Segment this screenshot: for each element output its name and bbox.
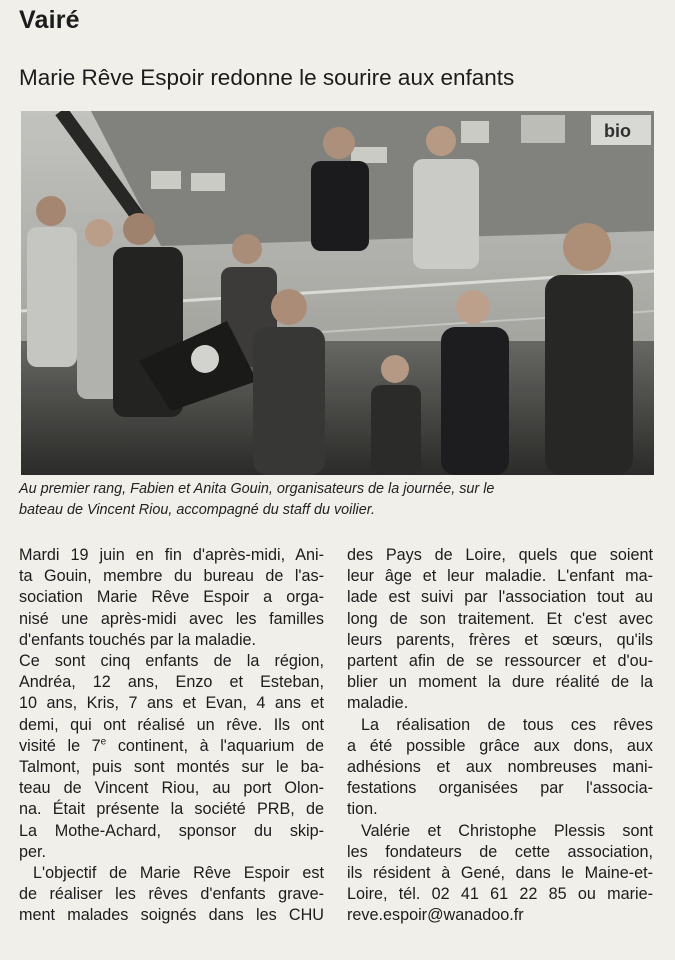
body-line: les fondateurs de cette association,	[347, 842, 653, 861]
body-line: long de son traitement. Et c'est avec	[347, 609, 653, 628]
body-line: La réalisation de tous ces rêves	[361, 715, 653, 734]
body-line: tion.	[347, 800, 378, 819]
body-line: La Mothe-Achard, sponsor du skip-	[19, 821, 324, 840]
body-line: demi, qui ont réalisé un rêve. Ils ont	[19, 715, 324, 734]
body-line: maladie.	[347, 694, 409, 713]
body-line: 10 ans, Kris, 7 ans et Evan, 4 ans et	[19, 694, 324, 713]
article-headline: Marie Rêve Espoir redonne le sourire aux enfants	[19, 65, 515, 90]
body-line: L'objectif de Marie Rêve Espoir est	[33, 864, 324, 883]
section-title: Vairé	[19, 6, 80, 34]
superscript: e	[100, 736, 107, 748]
body-line: na. Était présente la société PRB, de	[19, 800, 324, 819]
body-line: d'enfants touchés par la maladie.	[19, 630, 257, 649]
body-line: lade est suivi par l'association tout au	[347, 588, 653, 607]
body-line-with-superscript	[19, 736, 324, 757]
body-line: Loire, tél. 02 41 61 22 85 ou marie-	[347, 885, 653, 904]
body-line: Mardi 19 juin en fin d'après-midi, Ani-	[19, 546, 324, 564]
body-line: Valérie et Christophe Plessis sont	[361, 821, 653, 840]
body-line: reve.espoir@wanadoo.fr	[347, 906, 524, 925]
body-line: ils résident à Gené, dans le Maine-et-	[347, 864, 653, 883]
body-line: leur âge et leur maladie. L'enfant ma-	[347, 567, 653, 586]
body-line: de réaliser les rêves d'enfants grave-	[19, 885, 324, 904]
body-line: festations organisées par l'associa-	[347, 779, 653, 798]
body-line: per.	[19, 842, 46, 861]
body-line: a été possible grâce aux dons, aux	[347, 736, 653, 755]
body-column-left	[19, 545, 324, 927]
body-line: ment malades soignés dans les CHU	[19, 906, 324, 925]
caption-line-2: bateau de Vincent Riou, accompagné du staff du voilier.	[19, 502, 375, 518]
article-photo	[21, 111, 654, 475]
sponsor-logo-text: bio	[604, 121, 631, 141]
body-line: adhésions et aux nombreuses mani-	[347, 758, 653, 777]
boat-crew-photo	[21, 111, 654, 475]
body-line: blier un moment la dure réalité de la	[347, 673, 653, 692]
body-text: visité le 7	[19, 736, 101, 755]
body-line: nisé une après-midi avec les familles	[19, 609, 324, 628]
caption-line-1: Au premier rang, Fabien et Anita Gouin, organisateurs de la journée, sur le	[19, 481, 495, 497]
body-line: Talmont, puis sont montés sur le ba-	[19, 758, 324, 777]
body-line: ta Gouin, membre du bureau de l'as-	[19, 567, 324, 586]
body-text: continent, à l'aquarium de	[106, 736, 324, 755]
body-line: des Pays de Loire, quels que soient	[347, 546, 653, 564]
body-line: Ce sont cinq enfants de la région,	[19, 652, 324, 671]
body-line: Andréa, 12 ans, Enzo et Esteban,	[19, 673, 324, 692]
body-line: leurs parents, frères et sœurs, qu'ils	[347, 630, 653, 649]
body-column-right	[347, 545, 653, 927]
body-line: sociation Marie Rêve Espoir a orga-	[19, 588, 324, 607]
photo-caption	[19, 479, 659, 521]
body-line: teau de Vincent Riou, au port Olon-	[19, 779, 324, 798]
body-line: partent afin de se ressourcer et d'ou-	[347, 652, 653, 671]
